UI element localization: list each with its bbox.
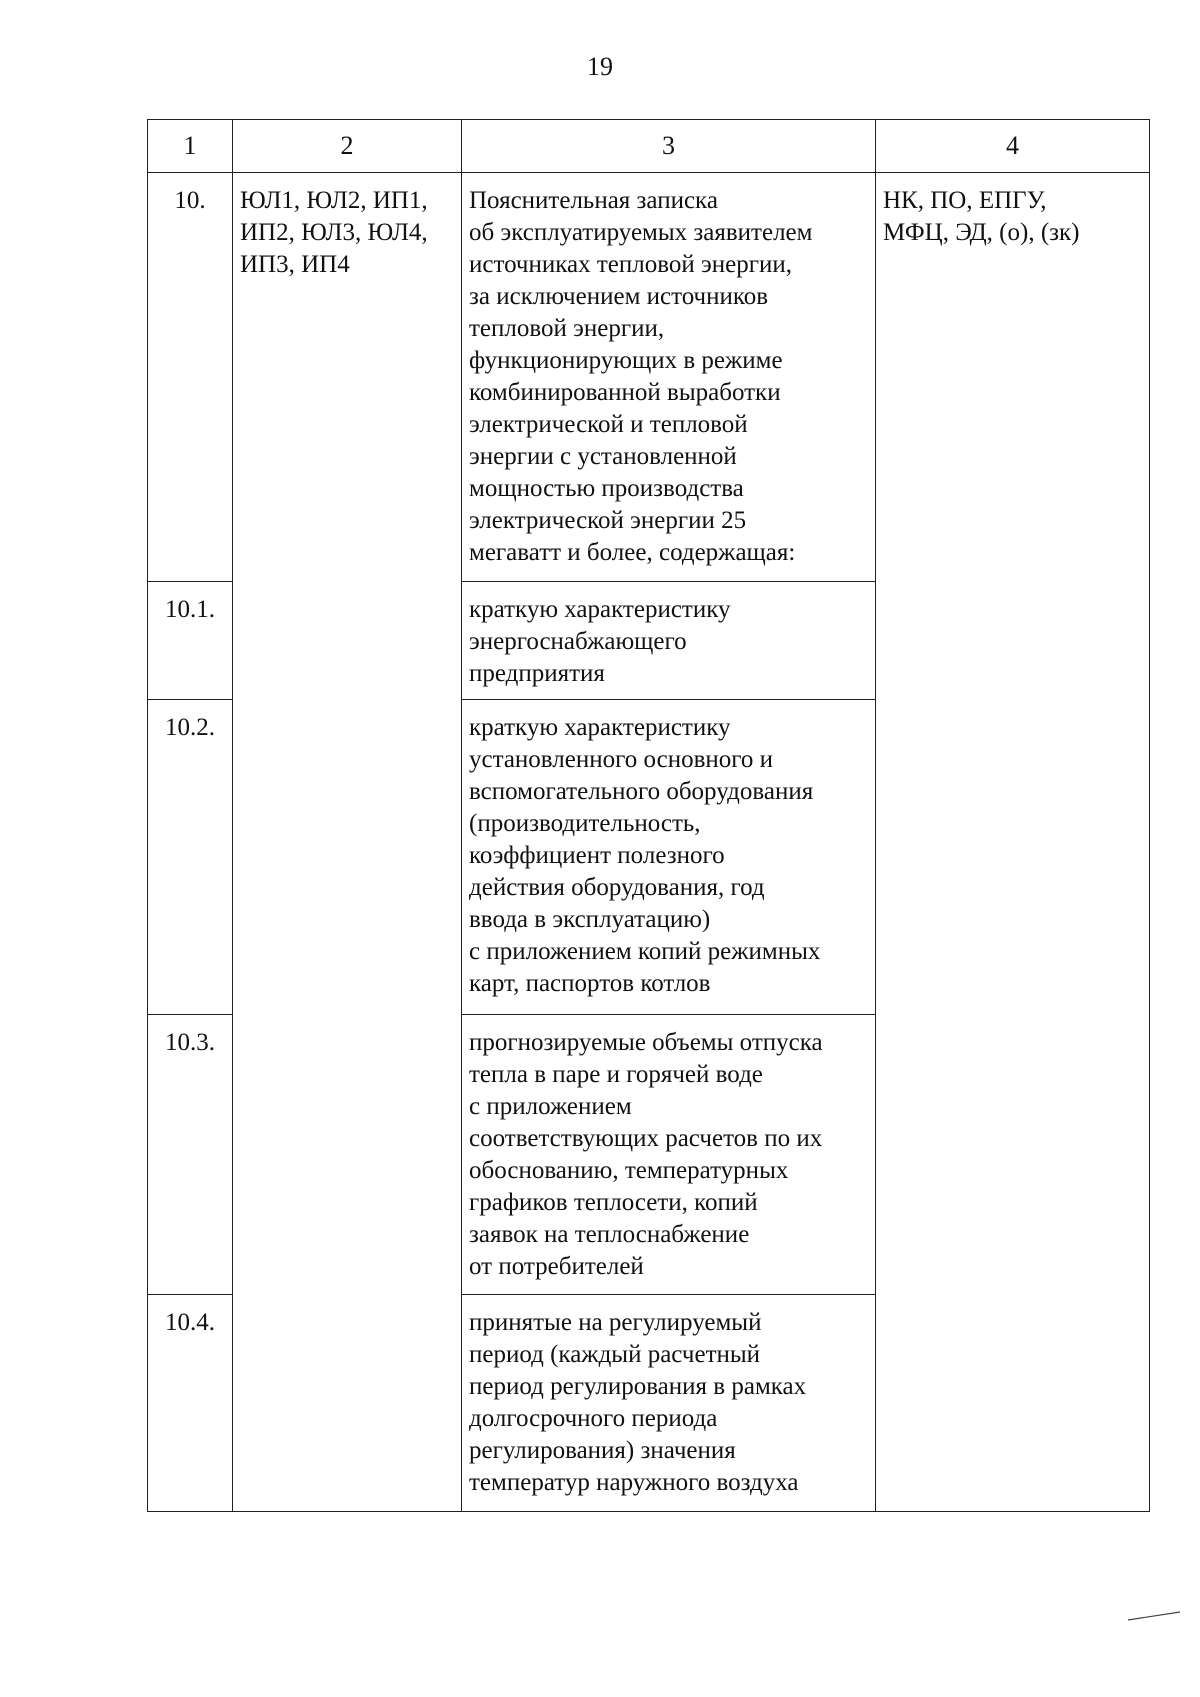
page-number: 19 [587, 52, 613, 81]
table-header-row [148, 120, 1150, 173]
column-header-1: 1 [148, 120, 233, 173]
table-row [148, 173, 1150, 582]
document-description: Пояснительная записка об эксплуатируемых заявителем источниках тепловой энергии, за исключением источников тепловой энергии, функционирующих в режиме комбинированной выработки электрической и тепловой энергии с установленной мощностью производства электрической энергии 25 мегаватт и более, содержащая: [462, 173, 876, 582]
applicants-cell: ЮЛ1, ЮЛ2, ИП1, ИП2, ЮЛ3, ЮЛ4, ИП3, ИП4 [233, 173, 462, 1512]
column-header-4: 4 [876, 120, 1150, 173]
column-header-2: 2 [233, 120, 462, 173]
row-number: 10. [148, 173, 233, 582]
document-description: принятые на регулируемый период (каждый расчетный период регулирования в рамках долгосрочного периода регулирования) значения температур наружного воздуха [462, 1295, 876, 1512]
row-number: 10.2. [148, 700, 233, 1015]
document-description: прогнозируемые объемы отпуска тепла в паре и горячей воде с приложением соответствующих расчетов по их обоснованию, температурных графиков теплосети, копий заявок на теплоснабжение от потребителей [462, 1015, 876, 1295]
column-header-3: 3 [462, 120, 876, 173]
row-number: 10.4. [148, 1295, 233, 1512]
requirements-table [147, 119, 1150, 1512]
row-number: 10.3. [148, 1015, 233, 1295]
row-number: 10.1. [148, 582, 233, 700]
document-description: краткую характеристику установленного основного и вспомогательного оборудования (производительность, коэффициент полезного действия оборудования, год ввода в эксплуатацию) с приложением копий режимных карт, паспортов котлов [462, 700, 876, 1015]
document-description: краткую характеристику энергоснабжающего предприятия [462, 582, 876, 700]
submission-methods-cell: НК, ПО, ЕПГУ, МФЦ, ЭД, (о), (зк) [876, 173, 1150, 1512]
